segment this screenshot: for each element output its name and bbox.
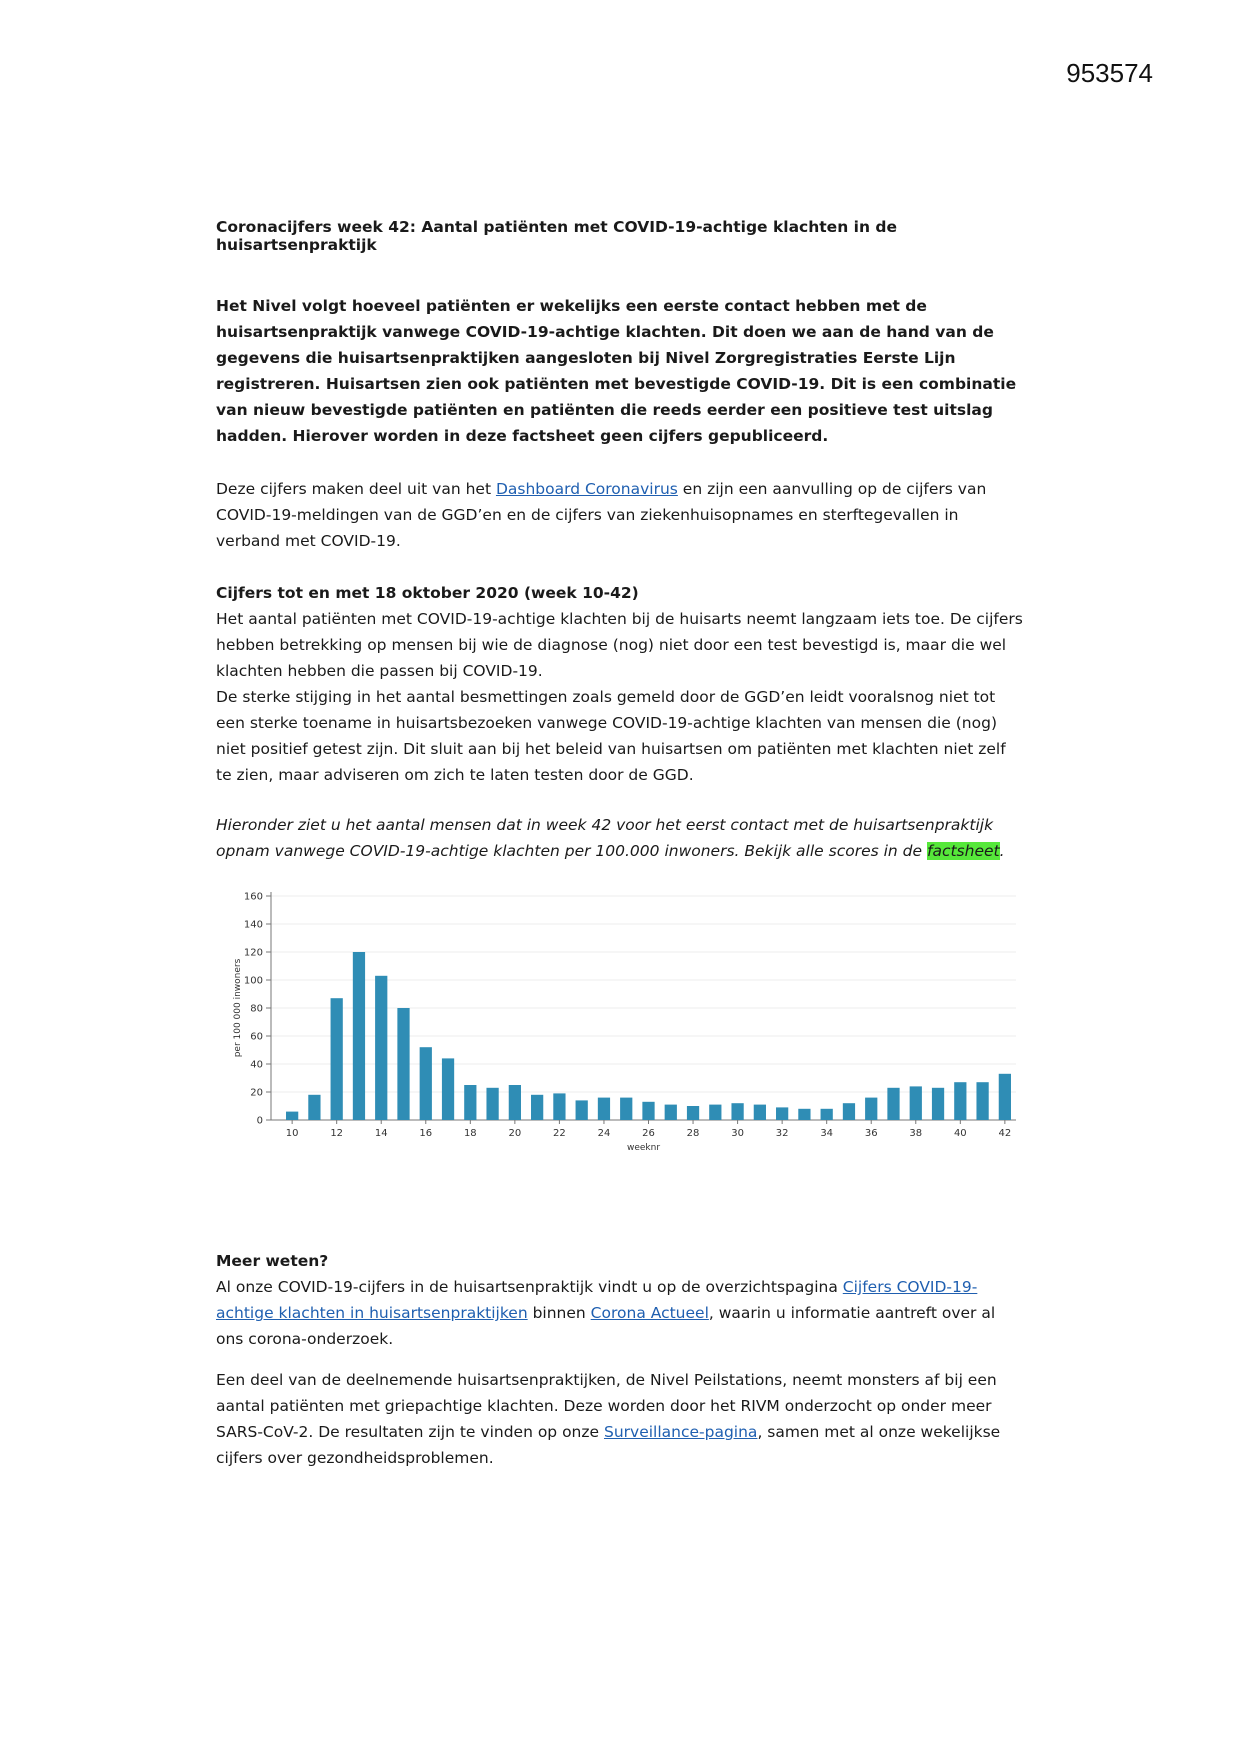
x-axis-label: weeknr xyxy=(626,1143,661,1153)
x-tick-label: 38 xyxy=(909,1128,923,1139)
bar-week-19 xyxy=(486,1088,498,1120)
bar-week-28 xyxy=(687,1106,699,1120)
bar-week-16 xyxy=(420,1047,432,1120)
bar-week-36 xyxy=(865,1098,877,1120)
meer-weten-section xyxy=(216,1248,1026,1352)
deel-text xyxy=(216,1367,1026,1471)
cijfers-covid-link[interactable]: Cijfers COVID-19-achtige klachten in huisartsenpraktijken xyxy=(216,1278,978,1322)
bar-week-40 xyxy=(954,1082,966,1120)
bar-week-11 xyxy=(308,1095,320,1120)
intro-text: Het Nivel volgt hoeveel patiënten er wekelijks een eerste contact hebben met de huisartsenpraktijk vanwege COVID-19-achtige klachten. Dit doen we aan de hand van de gegevens die huisartsenpraktijken aangesloten bij Nivel Zorgregistraties Eerste Lijn registreren. Huisartsen zien ook patiënten met bevestigde COVID-19. Dit is een combinatie van nieuw bevestigde patiënten en patiënten die reeds eerder een positieve test uitslag hadden. Hierover worden in deze factsheet geen cijfers gepubliceerd. xyxy=(216,297,1017,445)
intro-paragraph xyxy=(216,293,1026,449)
bar-week-20 xyxy=(509,1085,521,1120)
bar-week-38 xyxy=(910,1086,922,1120)
x-tick-label: 22 xyxy=(553,1128,566,1139)
surveillance-link[interactable]: Surveillance-pagina xyxy=(603,1423,758,1441)
y-tick-label: 0 xyxy=(256,1115,263,1127)
y-tick-label: 100 xyxy=(243,975,263,987)
x-tick-label: 42 xyxy=(998,1128,1012,1139)
bar-week-37 xyxy=(887,1088,899,1120)
x-tick-label: 32 xyxy=(775,1128,789,1139)
y-tick-label: 60 xyxy=(250,1031,263,1043)
x-tick-label: 26 xyxy=(642,1128,655,1139)
deel-text-1: Een deel van de deelnemende huisartsenpraktijken, de Nivel Peilstations, neemt monsters af bij een aantal patiënten met griepachtige klachten. Deze worden door het RIVM onderzocht op onder meer SARS-CoV-2. De resultaten zijn te vinden op onze xyxy=(216,1371,997,1441)
y-tick-label: 160 xyxy=(243,891,263,903)
bar-week-13 xyxy=(353,952,365,1120)
meer-text xyxy=(216,1274,1026,1352)
bar-week-42 xyxy=(999,1074,1011,1120)
bar-week-33 xyxy=(798,1109,810,1120)
bar-week-22 xyxy=(553,1093,565,1120)
chart-caption-before: Hieronder ziet u het aantal mensen dat in week 42 voor het eerst contact met de huisartsenpraktijk opnam vanwege COVID-19-achtige klachten per 100.000 inwoners. Bekijk alle scores in de xyxy=(216,816,994,860)
chart-caption xyxy=(216,812,1026,864)
x-tick-label: 36 xyxy=(864,1128,878,1139)
dashboard-coronavirus-link[interactable]: Dashboard Coronavirus xyxy=(495,480,678,498)
document-id: 953574 xyxy=(1066,58,1153,88)
y-axis-label: per 100 000 inwoners xyxy=(233,958,243,1058)
dashboard-text xyxy=(216,476,1026,554)
bar-week-24 xyxy=(598,1098,610,1120)
y-tick-label: 80 xyxy=(250,1003,263,1015)
bar-week-41 xyxy=(976,1082,988,1120)
bar-week-32 xyxy=(776,1107,788,1120)
bar-week-27 xyxy=(665,1105,677,1120)
meer-heading: Meer weten? xyxy=(216,1252,329,1270)
bar-week-29 xyxy=(709,1105,721,1120)
y-tick-label: 140 xyxy=(243,919,263,931)
bar-week-26 xyxy=(642,1102,654,1120)
bar-week-15 xyxy=(397,1008,409,1120)
bar-week-17 xyxy=(442,1058,454,1120)
deel-text-2: , samen met al onze wekelijkse cijfers over gezondheidsproblemen. xyxy=(216,1423,1001,1467)
x-tick-label: 14 xyxy=(374,1128,388,1139)
bar-week-21 xyxy=(531,1095,543,1120)
chart-caption-text xyxy=(216,812,1026,864)
meer-text-1: Al onze COVID-19-cijfers in de huisartsenpraktijk vindt u op de overzichtspagina xyxy=(216,1278,843,1296)
bar-week-35 xyxy=(843,1103,855,1120)
section-heading: Cijfers tot en met 18 oktober 2020 (week 10-42) xyxy=(216,584,639,602)
x-tick-label: 34 xyxy=(820,1128,834,1139)
peilstations-section xyxy=(216,1367,1026,1471)
x-tick-label: 24 xyxy=(597,1128,611,1139)
factsheet-link[interactable]: factsheet xyxy=(926,842,1000,860)
section-paragraph-2: De sterke stijging in het aantal besmettingen zoals gemeld door de GGD’en leidt vooralsnog niet tot een sterke toename in huisartsbezoeken vanwege COVID-19-achtige klachten van mensen die (nog) niet positief getest zijn. Dit sluit aan bij het beleid van huisartsen om patiënten met klachten niet zelf te zien, maar adviseren om zich te laten testen door de GGD. xyxy=(216,688,1006,784)
dashboard-text-before: Deze cijfers maken deel uit van het xyxy=(216,480,496,498)
x-tick-label: 20 xyxy=(508,1128,522,1139)
x-tick-label: 16 xyxy=(419,1128,433,1139)
dashboard-paragraph xyxy=(216,476,1026,554)
y-tick-label: 120 xyxy=(243,947,263,959)
meer-text-3: , waarin u informatie aantreft over al ons corona-onderzoek. xyxy=(216,1304,996,1348)
page-title: Coronacijfers week 42: Aantal patiënten met COVID-19-achtige klachten in de huisartsenpraktijk xyxy=(216,218,897,254)
y-tick-label: 40 xyxy=(250,1059,263,1071)
y-tick-label: 20 xyxy=(250,1087,263,1099)
chart-caption-after: . xyxy=(999,842,1005,860)
bar-week-25 xyxy=(620,1098,632,1120)
bar-week-18 xyxy=(464,1085,476,1120)
x-tick-label: 10 xyxy=(285,1128,299,1139)
bar-week-39 xyxy=(932,1088,944,1120)
x-tick-label: 12 xyxy=(330,1128,344,1139)
x-tick-label: 30 xyxy=(731,1128,744,1139)
bar-week-14 xyxy=(375,976,387,1120)
x-tick-label: 40 xyxy=(953,1128,967,1139)
x-tick-label: 18 xyxy=(463,1128,477,1139)
bar-week-12 xyxy=(331,998,343,1120)
weekly-bar-chart xyxy=(226,884,1026,1174)
bar-week-10 xyxy=(286,1112,298,1120)
bar-week-34 xyxy=(821,1109,833,1120)
meer-text-2: binnen xyxy=(527,1304,591,1322)
cijfers-section xyxy=(216,580,1026,788)
corona-actueel-link[interactable]: Corona Actueel xyxy=(590,1304,709,1322)
bar-week-23 xyxy=(576,1100,588,1120)
x-tick-label: 28 xyxy=(686,1128,700,1139)
section-paragraph-1: Het aantal patiënten met COVID-19-achtige klachten bij de huisarts neemt langzaam iets toe. De cijfers hebben betrekking op mensen bij wie de diagnose (nog) niet door een test bevestigd is, maar die wel klachten hebben die passen bij COVID-19. xyxy=(216,610,1023,680)
dashboard-text-after: en zijn een aanvulling op de cijfers van COVID-19-meldingen van de GGD’en en de cijfers van ziekenhuisopnames en sterftegevallen in verband met COVID-19. xyxy=(216,480,987,550)
bar-week-31 xyxy=(754,1105,766,1120)
bar-week-30 xyxy=(731,1103,743,1120)
